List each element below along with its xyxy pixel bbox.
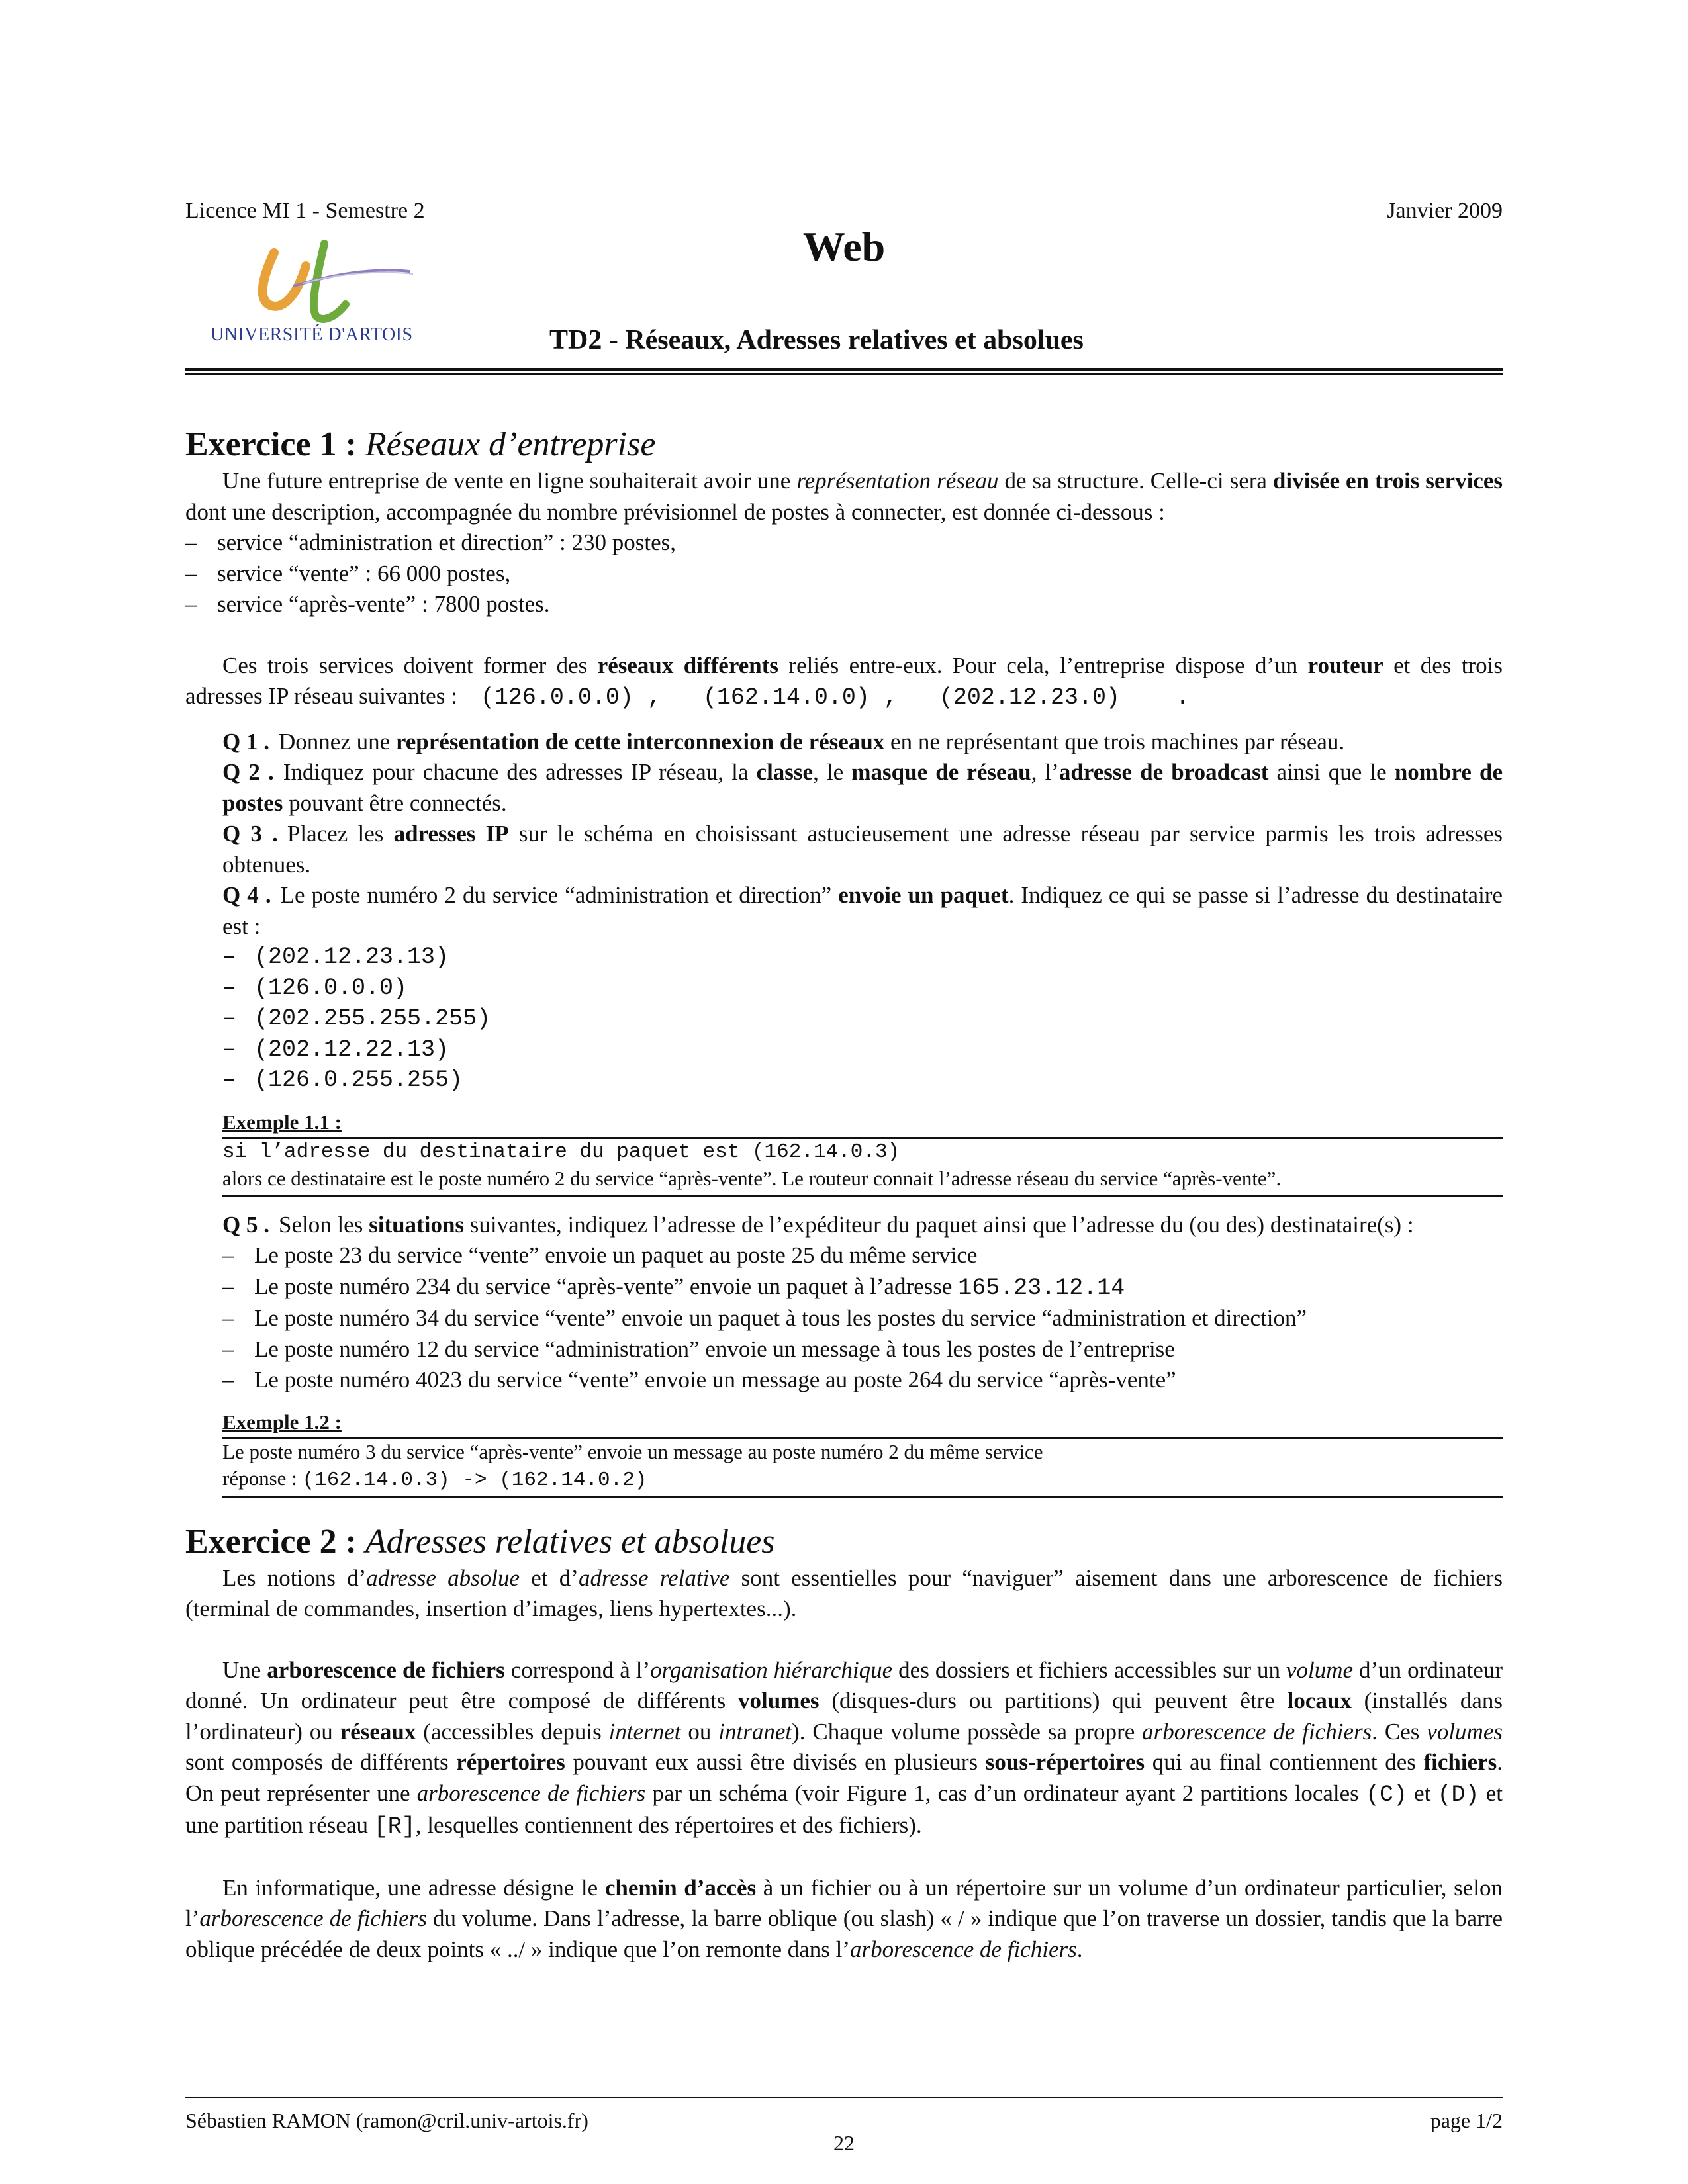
example-title: Exemple 1.2 : xyxy=(222,1409,1503,1439)
university-name: UNIVERSITÉ D'ARTOIS xyxy=(211,324,413,345)
footer-page: page 1/2 xyxy=(1430,2109,1503,2132)
list-item: – (202.12.22.13) xyxy=(222,1034,1503,1066)
question-3: Q 3 . Placez les adresses IP sur le schéma en choisissant astucieusement une adresse réseau par service parmis les trois adresses obtenues. xyxy=(222,821,1503,878)
exercise-1-label: Exercice 1 : xyxy=(185,426,357,463)
ip-addresses: (126.0.0.0) , (162.14.0.0) , (202.12.23.0) . xyxy=(480,684,1190,711)
ex2-para3: En informatique, une adresse désigne le chemin d’accès à un fichier ou à un répertoire sur un volume d’un ordinateur particulier, selon l’arborescence de fichiers du volume. Dans l’adresse, la barre oblique (ou slash) « / » indique que l’on traverse un dossier, tandis que la barre oblique précédée de deux points « ../ » indique que l’on remonte dans l’arborescence de fichiers. xyxy=(185,1874,1503,1962)
list-item: – Le poste numéro 12 du service “administration” envoie un message à tous les postes de l’entreprise xyxy=(222,1334,1503,1365)
example-1-1 xyxy=(222,1109,1503,1197)
list-item: – Le poste numéro 234 du service “après-vente” envoie un paquet à l’adresse 165.23.12.14 xyxy=(222,1271,1503,1304)
question-5-block xyxy=(185,1210,1503,1396)
ex1-para2: Ces trois services doivent former des réseaux différents reliés entre-eux. Pour cela, l’entreprise dispose d’un routeur et des trois adresses IP réseau suivantes : (126.0.0.0) , (162.14.0.0) , (202.12.23.0) . xyxy=(185,652,1503,711)
page-title: Web xyxy=(802,223,886,270)
example-body xyxy=(222,1439,1503,1498)
ex2-para2: Une arborescence de fichiers correspond à l’organisation hiérarchique des dossiers et fichiers accessibles sur un volume d’un ordinateur donné. Un ordinateur peut être composé de différents volumes (disques-durs ou partitions) qui peuvent être locaux (installés dans l’ordinateur) ou réseaux (accessibles depuis internet ou intranet). Chaque volume possède sa propre arborescence de fichiers. Ces volumes sont composés de différents répertoires pouvant eux aussi être divisés en plusieurs sous-répertoires qui au final contiennent des fichiers. On peut représenter une arborescence de fichiers par un schéma (voir Figure 1, cas d’un ordinateur ayant 2 partitions locales (C) et (D) et une partition réseau [R], lesquelles contiennent des répertoires et des fichiers). xyxy=(185,1657,1503,1840)
ex1-intro: Une future entreprise de vente en ligne souhaiterait avoir une représentation réseau de sa structure. Celle-ci sera divisée en trois services dont une description, accompagnée du nombre prévisionnel de postes à connecter, est donnée ci-dessous : xyxy=(185,468,1503,525)
destination-list xyxy=(222,942,1503,1096)
example-line: réponse : (162.14.0.3) -> (162.14.0.2) xyxy=(222,1466,647,1492)
list-item: – (202.255.255.255) xyxy=(222,1003,1503,1034)
page-number: 22 xyxy=(833,2131,855,2155)
document-body xyxy=(185,424,1503,1965)
list-item: – (126.0.255.255) xyxy=(222,1065,1503,1096)
exercise-1-heading xyxy=(185,424,1503,466)
list-item: – (126.0.0.0) xyxy=(222,973,1503,1004)
example-line: Le poste numéro 3 du service “après-vente” envoie un message au poste numéro 2 du même service xyxy=(222,1439,1043,1463)
ex2-para1: Les notions d’adresse absolue et d’adresse relative sont essentielles pour “naviguer” aisement dans une arborescence de fichiers (terminal de commandes, insertion d’images, liens hypertextes...). xyxy=(185,1565,1503,1621)
exercise-2-label: Exercice 2 : xyxy=(185,1522,357,1561)
logo-u-stroke xyxy=(263,253,306,306)
list-item: – Le poste 23 du service “vente” envoie un paquet au poste 25 du même service xyxy=(222,1240,1503,1271)
questions-block xyxy=(185,727,1503,1096)
question-1: Q 1 . Donnez une représentation de cette interconnexion de réseaux en ne représentant que trois machines par réseau. xyxy=(222,728,1345,754)
list-item: – Le poste numéro 4023 du service “vente” envoie un message au poste 264 du service “après-vente” xyxy=(222,1365,1503,1396)
list-item: – Le poste numéro 34 du service “vente” envoie un paquet à tous les postes du service “administration et direction” xyxy=(222,1303,1503,1334)
example-title: Exemple 1.1 : xyxy=(222,1109,1503,1139)
question-5: Q 5 . Selon les situations suivantes, indiquez l’adresse de l’expéditeur du paquet ainsi que l’adresse du (ou des) destinataire(s) : xyxy=(222,1211,1414,1238)
page-subtitle: TD2 - Réseaux, Adresses relatives et absolues xyxy=(549,325,1084,355)
example-body xyxy=(222,1139,1503,1197)
logo-l-stroke xyxy=(314,244,346,319)
services-list xyxy=(185,527,1503,620)
exercise-2-heading xyxy=(185,1521,1503,1563)
example-1-2 xyxy=(222,1409,1503,1498)
list-item: – service “administration et direction” : 230 postes, xyxy=(185,527,1503,559)
situations-list xyxy=(222,1240,1503,1396)
exercise-2-title: Adresses relatives et absolues xyxy=(365,1522,775,1561)
list-item: – (202.12.23.13) xyxy=(222,942,1503,973)
example-line: si l’adresse du destinataire du paquet est (162.14.0.3) xyxy=(222,1140,900,1163)
header-date: Janvier 2009 xyxy=(1387,199,1503,223)
header-course: Licence MI 1 - Semestre 2 xyxy=(185,199,425,223)
question-4: Q 4 . Le poste numéro 2 du service “administration et direction” envoie un paquet. Indiquez ce qui se passe si l’adresse du destinataire est : xyxy=(222,882,1503,939)
example-line: alors ce destinataire est le poste numéro 2 du service “après-vente”. Le routeur connait l’adresse réseau du service “après-vente”. xyxy=(222,1166,1282,1190)
list-item: – service “après-vente” : 7800 postes. xyxy=(185,589,1503,620)
header-rule-top xyxy=(185,368,1503,371)
exercise-1-title: Réseaux d’entreprise xyxy=(365,426,656,463)
header-rule-bottom xyxy=(185,373,1503,375)
footer-author: Sébastien RAMON (ramon@cril.univ-artois.fr) xyxy=(185,2109,588,2132)
footer-rule xyxy=(185,2097,1503,2098)
question-2: Q 2 . Indiquez pour chacune des adresses IP réseau, la classe, le masque de réseau, l’adresse de broadcast ainsi que le nombre de postes pouvant être connectés. xyxy=(222,759,1503,816)
list-item: – service “vente” : 66 000 postes, xyxy=(185,559,1503,590)
